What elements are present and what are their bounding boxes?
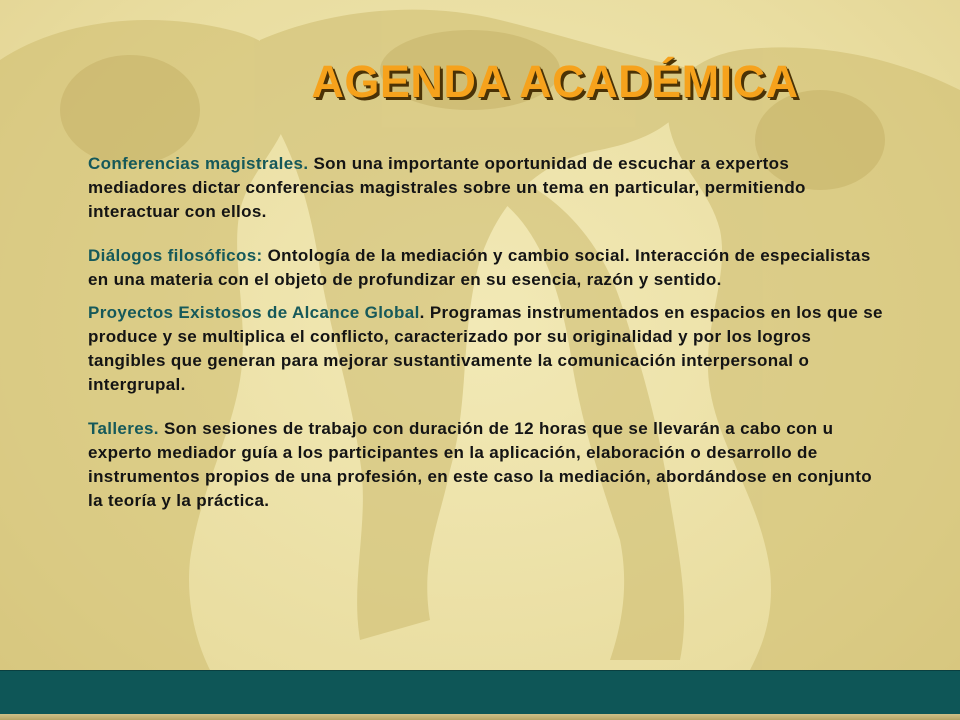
agenda-item-heading: Proyectos Existosos de Alcance Global bbox=[88, 303, 420, 322]
footer-accent-strip bbox=[0, 714, 960, 720]
agenda-item-description: Son sesiones de trabajo con duración de 12 horas que se llevarán a cabo con u experto mediador guía a los participantes en la aplicación, elaboración o desarrollo de instrumentos propios de una profesión, en este caso la mediación, abordándose en conjunto la teoría y la práctica. bbox=[88, 419, 872, 510]
agenda-item-conferencias bbox=[88, 152, 888, 224]
slide-title: AGENDA ACADÉMICA bbox=[311, 56, 799, 107]
agenda-item-heading: Conferencias magistrales. bbox=[88, 154, 309, 173]
agenda-item-description: . Programas instrumentados en espacios en los que se produce y se multiplica el conflicto, caracterizado por su originalidad y por los logros tangibles que generan para mejorar sustantivamente la comunicación interpersonal o intergrupal. bbox=[88, 303, 883, 394]
footer-bar bbox=[0, 670, 960, 715]
agenda-content bbox=[88, 152, 888, 533]
agenda-item-dialogos bbox=[88, 244, 888, 292]
agenda-item-talleres bbox=[88, 417, 888, 513]
agenda-item-description: Ontología de la mediación y cambio social. Interacción de especialistas en una materia con el objeto de profundizar en su esencia, razón y sentido. bbox=[88, 246, 871, 289]
agenda-item-heading: Diálogos filosóficos: bbox=[88, 246, 263, 265]
agenda-item-description: Son una importante oportunidad de escuchar a expertos mediadores dictar conferencias magistrales sobre un tema en particular, permitiendo interactuar con ellos. bbox=[88, 154, 806, 221]
agenda-item-heading: Talleres. bbox=[88, 419, 159, 438]
agenda-item-proyectos bbox=[88, 301, 888, 397]
